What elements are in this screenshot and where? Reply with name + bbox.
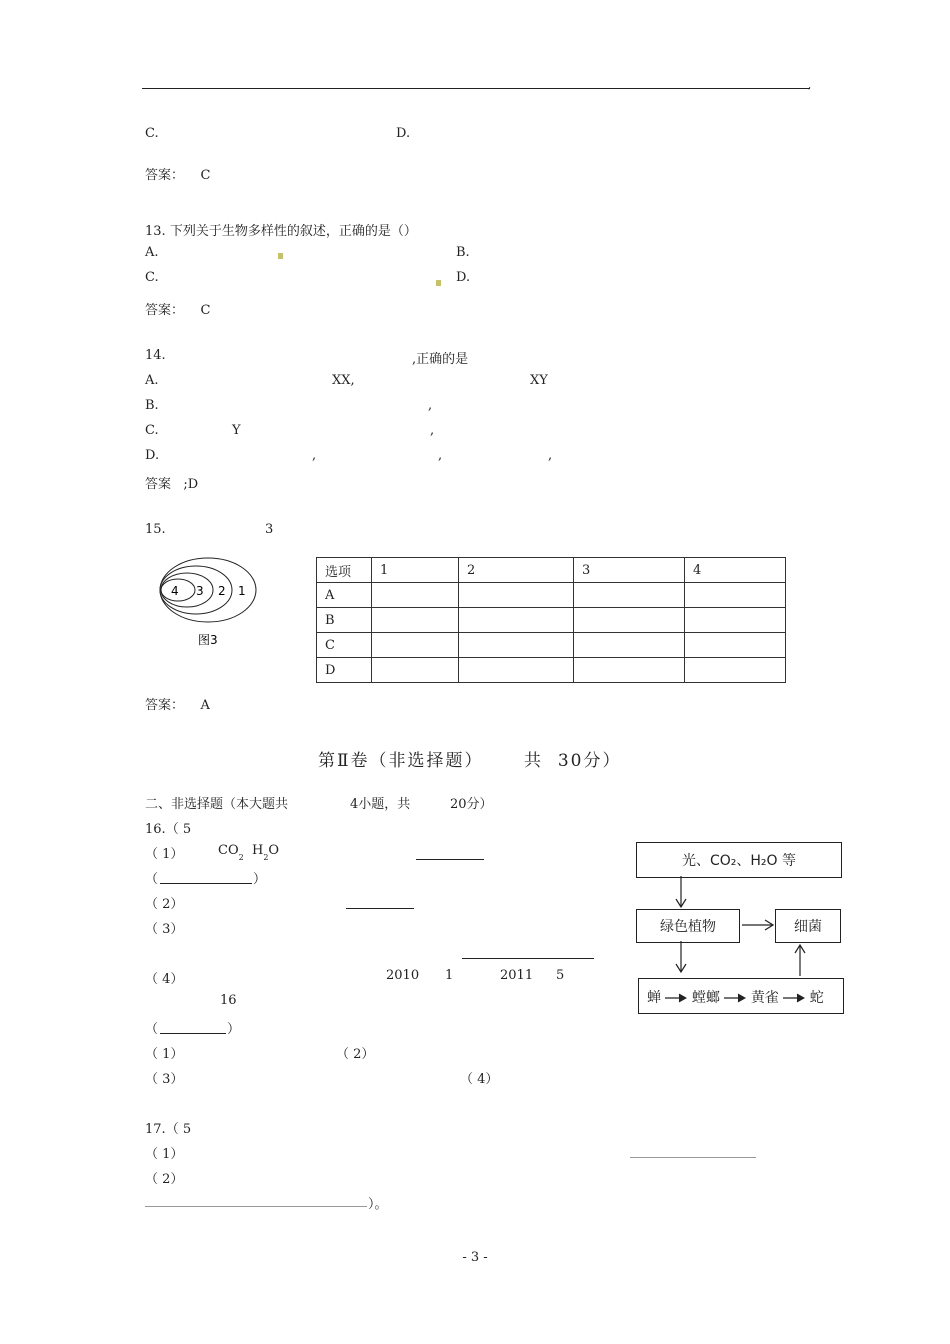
header-rule [142,88,810,89]
q13-stem: 13. 下列关于生物多样性的叙述，正确的是（） [145,224,417,239]
circle-label-3: 3 [196,584,204,598]
q16-line4: （ 3） [145,922,184,937]
q17-line2: （ 2） [145,1172,184,1187]
q14-option-a: A. [145,373,159,388]
table-row [317,633,786,658]
table-header-row [317,558,786,583]
q12-option-c: C. [145,126,159,141]
q16-line1: （ 1） [145,847,184,862]
section-intro-num2: 20分） [450,797,493,812]
header-corner-mark: , [808,80,812,91]
table-cell [574,633,685,658]
q16-line7-num: 16 [220,993,237,1008]
answer-blank[interactable] [160,1019,226,1034]
q17-line3-end: ）。 [368,1197,388,1212]
q16-line3: （ 2） [145,897,184,912]
q16-line6-month2: 5 [556,968,565,983]
q16-line6-month1: 1 [445,968,454,983]
q14-option-c-end: , [430,423,435,438]
arrow-right-icon [742,918,774,932]
section-intro-num1: 4小题，共 [350,797,411,812]
q16-line2-end: ） [253,872,267,887]
q16-line1-formula: $CO_2$ $H_2O$ [218,843,280,862]
flowchart-source-box: 光、CO₂、H₂O 等 [636,842,842,878]
figure-label: 图3 [198,633,218,647]
table-cell [574,583,685,608]
q13-option-c: C. [145,270,159,285]
table-cell [574,608,685,633]
table-header-cell: 3 [574,558,685,583]
q13-option-b: B. [456,245,470,260]
answer-blank[interactable] [346,894,414,909]
arrow-up-icon [793,944,807,976]
section-title-right: 共 30分） [524,751,622,771]
table-cell [459,583,574,608]
q14-option-b-end: , [428,398,433,413]
table-header-cell: 选项 [317,558,372,583]
table-row [317,658,786,683]
q16-line6: （ 4） [145,972,184,987]
table-cell: D [317,658,372,683]
answer-blank[interactable] [160,869,252,884]
table-cell [459,658,574,683]
q16-answer-4: （ 4） [460,1072,499,1087]
q14-stem-end: ,正确的是 [412,352,469,367]
q15-stem-num: 3 [265,522,274,537]
table-row [317,583,786,608]
q16-line6-year2: 2011 [500,968,534,983]
chain-item-snake: 蛇 [809,990,824,1006]
answer-blank[interactable] [630,1157,756,1158]
chain-item-cicada: 蝉 [647,990,661,1006]
table-cell [685,658,786,683]
q16-answer-1: （ 1） [145,1047,184,1062]
q14-option-a-end: XY [530,373,548,388]
q14-option-d-2: , [312,448,317,463]
table-cell: B [317,608,372,633]
nested-circles-figure [150,552,270,652]
answer-blank[interactable] [416,845,484,860]
chain-item-oriole: 黄雀 [750,990,779,1006]
page-number: - 3 - [462,1250,488,1265]
table-header-cell: 4 [685,558,786,583]
table-cell [459,608,574,633]
table-header-cell: 2 [459,558,574,583]
table-cell: A [317,583,372,608]
circle-label-4: 4 [171,584,179,598]
q12-option-d: D. [396,126,411,141]
answer-blank[interactable] [462,944,594,959]
arrow-right-icon [665,993,687,1003]
q13-option-d: D. [456,270,471,285]
q15-number: 15. [145,522,166,537]
table-cell [574,658,685,683]
highlight-mark [436,280,441,286]
q17-line1: （ 1） [145,1147,184,1162]
arrow-right-icon [783,993,805,1003]
q13-answer: 答案： C [145,303,211,318]
table-cell [685,633,786,658]
table-cell: C [317,633,372,658]
arrow-right-icon [724,993,746,1003]
food-chain [647,987,824,1007]
table-cell [372,633,459,658]
table-row [317,608,786,633]
answer-blank[interactable] [145,1206,367,1207]
circle-label-2: 2 [218,584,226,598]
q16-answer-3: （ 3） [145,1072,184,1087]
q14-option-d-4: , [548,448,553,463]
q16-line6-year1: 2010 [386,968,420,983]
q14-answer: 答案 ;D [145,477,199,492]
q16-line8-end: ） [227,1022,241,1037]
q14-option-d: D. [145,448,160,463]
table-header-cell: 1 [372,558,459,583]
flowchart-bacteria-box: 细菌 [775,909,841,943]
table-cell [372,658,459,683]
q16-line8: （ [145,1022,159,1037]
section-intro: 二、非选择题（本大题共 [145,797,289,812]
q14-option-a-mid: XX, [332,373,355,388]
table-cell [372,608,459,633]
q14-option-c: C. [145,423,159,438]
q15-options-table [316,557,786,683]
q14-number: 14. [145,348,166,363]
circle-3 [161,573,213,607]
chain-item-mantis: 螳螂 [691,990,720,1006]
q14-option-c-mid: Y [232,423,241,438]
q17-stem: 17.（ 5 [145,1122,192,1137]
flowchart-plant-box: 绿色植物 [636,909,740,943]
q12-answer: 答案： C [145,168,211,183]
table-cell [685,583,786,608]
q14-option-b: B. [145,398,159,413]
table-cell [459,633,574,658]
q16-answer-2: （ 2） [336,1047,375,1062]
table-cell [372,583,459,608]
q16-line2: （ [145,872,159,887]
q15-answer: 答案： A [145,698,210,713]
q13-option-a: A. [145,245,159,260]
q14-option-d-3: , [438,448,443,463]
arrow-down-icon [674,941,688,973]
table-cell [685,608,786,633]
section-title-left: 第Ⅱ卷（非选择题） [318,751,484,771]
arrow-down-icon [674,876,688,908]
highlight-mark [278,253,283,259]
q16-stem: 16.（ 5 [145,822,192,837]
circle-label-1: 1 [238,584,246,598]
